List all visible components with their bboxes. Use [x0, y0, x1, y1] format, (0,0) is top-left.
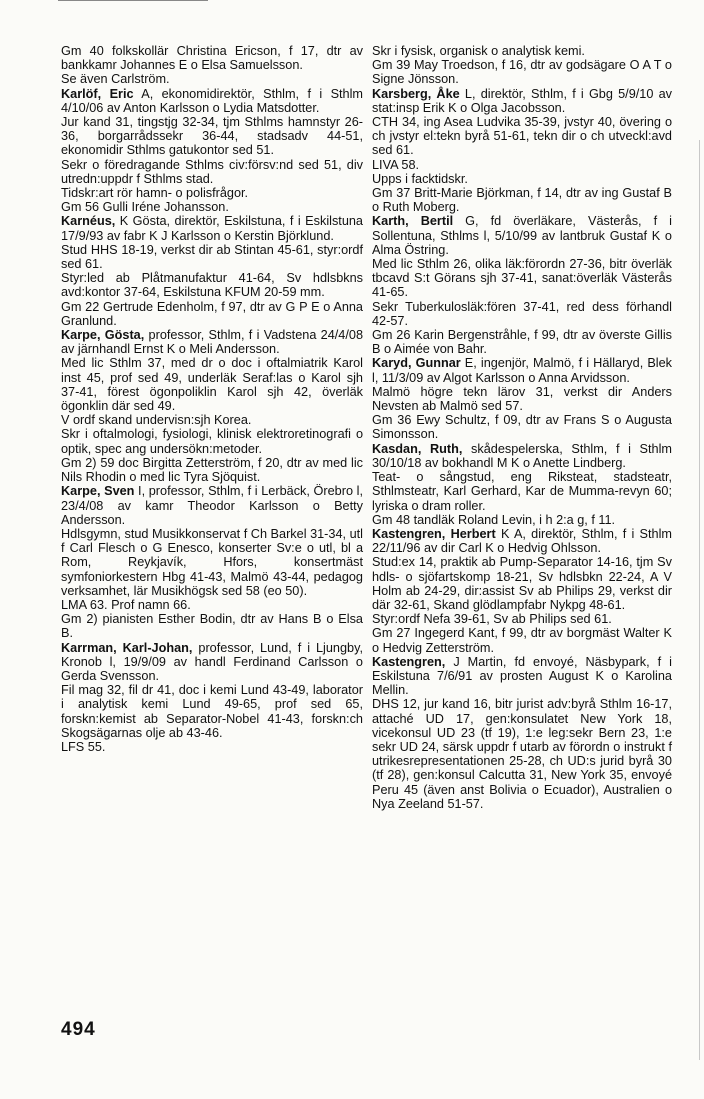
entry-paragraph	[372, 186, 672, 214]
entry-text: Hdlsgymn, stud Musikkonservat f Ch Barkel 31-34, utl f Carl Flesch o G Enesco, konserter Sv:e o utl, bl a Rom, Reykjavík, Hfors, konsertmäst symfoniorkestern Hbg 41-43, Malmö 43-44, pedagog verksamhet, lär Musikhögsk sed 58 (eo 50).	[61, 526, 363, 598]
entry-name: Karth, Bertil	[372, 214, 454, 229]
entry-text: G, fd överläkare, Västerås, f i Sollentuna, Sthlms l, 5/10/99 av lantbruk Gustaf K o Alma Östring.	[372, 214, 672, 257]
entry-text: K A, direktör, Sthlm, f i Sthlm 22/11/96 av dir Carl K o Hedvig Ohlsson.	[372, 526, 672, 556]
entry-paragraph	[61, 740, 363, 754]
entry-text: Gm 56 Gulli Iréne Johansson.	[61, 200, 229, 215]
entry-name: Kasdan, Ruth,	[372, 441, 463, 456]
entry-paragraph	[372, 470, 672, 513]
entry-text: Gm 22 Gertrude Edenholm, f 97, dtr av G P E o Anna Granlund.	[61, 299, 363, 328]
entry-paragraph	[61, 72, 363, 86]
entry-paragraph	[61, 186, 363, 200]
entry-paragraph	[61, 427, 363, 455]
entry-paragraph	[372, 328, 672, 356]
entry-paragraph	[372, 172, 672, 186]
entry-paragraph	[61, 456, 363, 484]
right-edge-rule	[699, 140, 700, 1060]
entry-paragraph	[372, 413, 672, 441]
entry-paragraph	[61, 300, 363, 328]
entry-paragraph	[372, 158, 672, 172]
entry-text: Skr i oftalmologi, fysiologi, klinisk elektroretinografi o optik, spec ang undersökn:metoder.	[61, 427, 363, 456]
entry-text: LIVA 58.	[372, 157, 420, 172]
entry-name: Karyd, Gunnar	[372, 356, 461, 371]
entry-text: A, ekonomidirektör, Sthlm, f i Sthlm 4/10/06 av Anton Karlsson o Lydia Matsdotter.	[61, 86, 363, 115]
entry-text: skådespelerska, Sthlm, f i Sthlm 30/10/18 av bokhandl M K o Anette Lindberg.	[372, 441, 672, 470]
entry-paragraph	[61, 612, 363, 640]
entry-text: professor, Sthlm, f i Vadstena 24/4/08 av järnhandl Ernst K o Meli Andersson.	[61, 328, 363, 357]
entry-header-paragraph	[61, 484, 363, 527]
entry-text: Styr:ordf Nefa 39-61, Sv ab Philips sed 61.	[372, 612, 612, 627]
entry-header-paragraph	[372, 356, 672, 384]
entry-paragraph	[372, 697, 672, 811]
entry-text: Sekr Tuberkulosläk:fören 37-41, red dess förhandl 42-57.	[372, 299, 672, 328]
entry-text: Med lic Sthlm 26, olika läk:förordn 27-36, bitr överläk tbcavd S:t Görans sjh 37-41, sanat:överläk Västerås 41-65.	[372, 257, 672, 300]
entry-text: Gm 2) pianisten Esther Bodin, dtr av Hans B o Elsa B.	[61, 612, 363, 641]
entry-text: V ordf skand undervisn:sjh Korea.	[61, 413, 252, 428]
entry-header-paragraph	[61, 214, 363, 242]
entry-text: Se även Carlström.	[61, 72, 170, 87]
entry-text: L, direktör, Sthlm, f i Gbg 5/9/10 av stat:insp Erik K o Olga Jacobsson.	[372, 86, 673, 115]
entry-header-paragraph	[372, 527, 672, 555]
entry-text: Gm 27 Ingegerd Kant, f 99, dtr av borgmäst Walter K o Hedvig Zetterström.	[372, 626, 672, 655]
entry-text: professor, Lund, f i Ljungby, Kronob l, 19/9/09 av handl Ferdinand Carlsson o Gerda Svensson.	[61, 640, 363, 683]
entry-paragraph	[61, 356, 363, 413]
entry-text: Upps i facktidskr.	[372, 171, 468, 186]
entry-text: LMA 63. Prof namn 66.	[61, 597, 191, 612]
entry-name: Karsberg, Åke	[372, 86, 460, 101]
entry-text: Stud:ex 14, praktik ab Pump-Separator 14-16, tjm Sv hdls- o sjöfartskomp 18-21, Sv hdlsbkn 22-24, A V Holm ab 24-29, dir:assist Sv ab Philips 29, verkst dir där 32-61, Skand glödlampfabr Nykpg 48-61.	[372, 555, 672, 612]
entry-paragraph	[372, 513, 672, 527]
entry-text: Jur kand 31, tingstjg 32-34, tjm Sthlms hamnstyr 26-36, borgarrådssekr 36-44, stadsadv 44-51, ekonomidir Sthlms gatukontor sed 51.	[61, 115, 363, 158]
entry-paragraph	[61, 200, 363, 214]
entry-name: Karrman, Karl-Johan,	[61, 640, 193, 655]
entry-text: LFS 55.	[61, 739, 106, 754]
entry-name: Karlöf, Eric	[61, 86, 134, 101]
entry-paragraph	[61, 527, 363, 598]
entry-text: Styr:led ab Plåtmanufaktur 41-64, Sv hdlsbkns avd:kontor 37-64, Eskilstuna KFUM 20-59 mm.	[61, 271, 363, 300]
entry-name: Karpe, Gösta,	[61, 328, 145, 343]
entry-text: Malmö högre tekn lärov 31, verkst dir Anders Nevsten ab Malmö sed 57.	[372, 384, 672, 414]
entry-name: Karpe, Sven	[61, 484, 135, 499]
entry-paragraph	[61, 683, 363, 740]
entry-text: Gm 40 folkskollär Christina Ericson, f 17, dtr av bankkamr Johannes E o Elsa Samuelsson.	[61, 44, 363, 73]
entry-text: Tidskr:art rör hamn- o polisfrågor.	[61, 186, 249, 201]
entry-text: I, professor, Sthlm, f i Lerbäck, Örebro l, 23/4/08 av kamr Theodor Karlsson o Betty Andersson.	[61, 484, 363, 527]
entry-paragraph	[372, 612, 672, 626]
entry-paragraph	[61, 115, 363, 158]
entry-paragraph	[372, 555, 672, 612]
entry-text: Sekr o föredragande Sthlms civ:försv:nd sed 51, div utredn:uppdr f Sthlms stad.	[61, 157, 363, 186]
entry-header-paragraph	[61, 87, 363, 115]
entry-text: Stud HHS 18-19, verkst dir ab Stintan 45-61, styr:ordf sed 61.	[61, 242, 363, 272]
entry-text: Med lic Sthlm 37, med dr o doc i oftalmiatrik Karol inst 45, prof sed 49, underläk Seraf:las o Karol sjh 37-41, förest ögonpoliklin Karol sjh 42, överläk ögonklin där sed 49.	[61, 356, 363, 414]
entry-paragraph	[372, 58, 672, 86]
entry-text: Gm 37 Britt-Marie Björkman, f 14, dtr av ing Gustaf B o Ruth Moberg.	[372, 186, 672, 215]
entry-header-paragraph	[372, 655, 672, 698]
entry-text: DHS 12, jur kand 16, bitr jurist adv:byrå Sthlm 16-17, attaché UD 17, gen:konsulatet New York 18, vicekonsul UD 23 (tf 19), 1:e leg:sekr Bern 23, 1:e sekr UD 24, särsk uppdr f utarb av förordn o instrukt f utrikesrepresentationen 25-28, ch UD:s jurid byrå 30 (tf 28), gen:konsul Calcutta 31, New York 35, envoyé Peru 45 (även anst Bolivia o Ecuador), Australien o Nya Zeeland 51-57.	[372, 697, 672, 811]
entry-text: Fil mag 32, fil dr 41, doc i kemi Lund 43-49, laborator i analytisk kemi Lund 49-65, prof sed 65, forskn:kemist ab Separator-Nobel 41-43, forskn:ch Skogsägarnas olje ab 43-46.	[61, 683, 363, 740]
entry-text: Gm 48 tandläk Roland Levin, i h 2:a g, f 11.	[372, 512, 616, 527]
entry-name: Kastengren, Herbert	[372, 526, 496, 541]
entry-text: Gm 36 Ewy Schultz, f 09, dtr av Frans S o Augusta Simonsson.	[372, 413, 672, 442]
entry-text: Gm 2) 59 doc Birgitta Zetterström, f 20, dtr av med lic Nils Rhodin o med lic Tyra Sjöquist.	[61, 455, 363, 485]
page-number: 494	[61, 1019, 96, 1040]
entry-name: Kastengren,	[372, 654, 446, 669]
entry-name: Karnéus,	[61, 214, 116, 229]
entry-paragraph	[372, 257, 672, 300]
entry-text: E, ingenjör, Malmö, f i Hällaryd, Blek l, 11/3/09 av Algot Karlsson o Anna Arvidsson.	[372, 356, 673, 385]
entry-text: J Martin, fd envoyé, Näsbypark, f i Eskilstuna 7/6/91 av prosten August K o Karolina Mellin.	[372, 654, 672, 698]
entry-text: Skr i fysisk, organisk o analytisk kemi.	[372, 44, 585, 58]
entry-header-paragraph	[61, 328, 363, 356]
entry-paragraph	[61, 44, 363, 72]
entry-header-paragraph	[372, 214, 672, 257]
entry-paragraph	[372, 44, 672, 58]
entry-paragraph	[61, 413, 363, 427]
entry-paragraph	[61, 158, 363, 186]
top-edge-rule	[58, 0, 208, 1]
entry-text: Gm 26 Karin Bergenstråhle, f 99, dtr av överste Gillis B o Aimée von Bahr.	[372, 328, 672, 357]
left-column	[61, 44, 363, 754]
entry-text: Teat- o sångstud, eng Riksteat, stadsteatr, Sthlmsteatr, Karl Gerhard, Kar de Mumma-revyn 60; lyriska o dram roller.	[372, 470, 672, 513]
entry-paragraph	[372, 300, 672, 328]
entry-text: Gm 39 May Troedson, f 16, dtr av godsägare O A T o Signe Jönsson.	[372, 58, 672, 87]
entry-header-paragraph	[372, 442, 672, 470]
entry-paragraph	[372, 385, 672, 413]
entry-text: K Gösta, direktör, Eskilstuna, f i Eskilstuna 17/9/93 av fabr K J Karlsson o Kerstin Björklund.	[61, 214, 363, 243]
entry-paragraph	[61, 271, 363, 299]
right-column	[372, 44, 672, 811]
entry-header-paragraph	[372, 87, 672, 115]
entry-paragraph	[372, 115, 672, 158]
entry-header-paragraph	[61, 641, 363, 684]
entry-paragraph	[61, 243, 363, 271]
entry-paragraph	[372, 626, 672, 654]
entry-text: CTH 34, ing Asea Ludvika 35-39, jvstyr 40, övering o ch jvstyr el:tekn byrå 51-61, tekn dir o ch utveckl:avd sed 61.	[372, 115, 672, 158]
entry-paragraph	[61, 598, 363, 612]
